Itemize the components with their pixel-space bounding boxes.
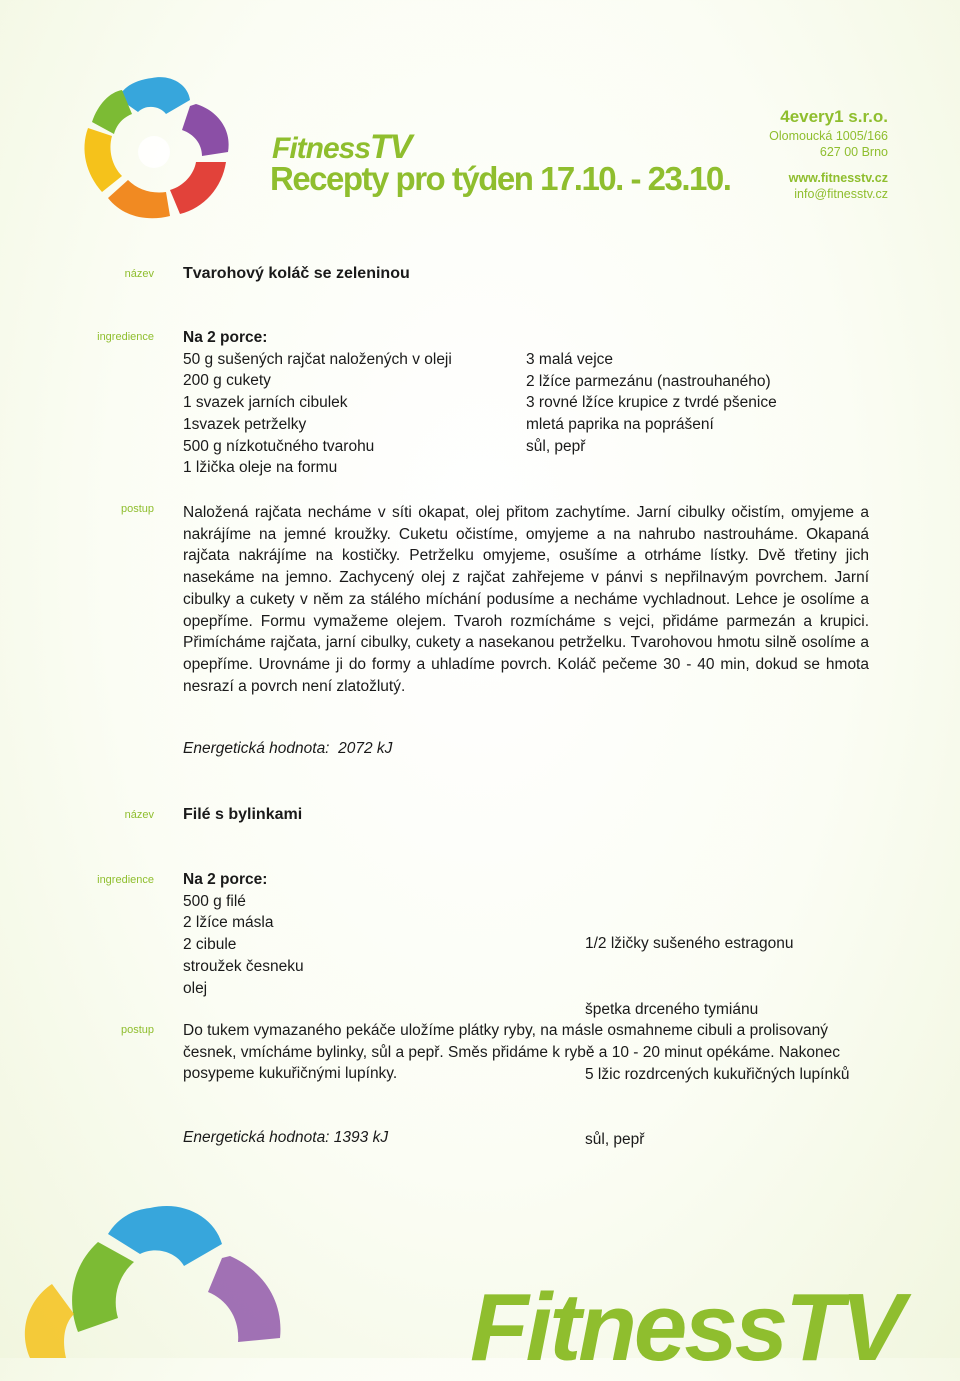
company-address-street: Olomoucká 1005/166: [769, 129, 888, 143]
list-item: 200 g cukety: [183, 372, 271, 390]
recipe-1-ingredients-left: [183, 327, 452, 479]
list-item: 3 malá vejce: [526, 351, 614, 368]
list-item: 2 cibule: [183, 936, 237, 954]
page-headline: Recepty pro týden 17.10. - 23.10.: [270, 160, 731, 197]
list-item: sůl, pepř: [585, 1130, 645, 1148]
company-website-link[interactable]: www.fitnesstv.cz: [788, 171, 888, 185]
list-item: 5 lžic rozdrcených kukuřičných lupínků: [585, 1065, 850, 1083]
recipe-2-portions: Na 2 porce:: [183, 871, 268, 888]
recipe-2-ingredients-left: [183, 869, 304, 999]
list-item: 1 svazek jarních cibulek: [183, 394, 348, 412]
fitnesstv-logo-icon: [66, 70, 238, 222]
label-method-2: postup: [120, 1024, 154, 1036]
footer-brand-wordmark: FitnessTV: [470, 1274, 902, 1381]
list-item: 3 rovné lžíce krupice z tvrdé pšenice: [526, 394, 777, 412]
list-item: 500 g filé: [183, 892, 246, 910]
recipe-2-title: Filé s bylinkami: [183, 806, 303, 823]
recipe-2-method: Do tukem vymazaného pekáče uložíme plátky ryby, na másle osmahneme cibuli a prolisovaný česnek, vmícháme bylinky, sůl a pepř. Směs přidáme k rybě a 10 - 20 minut opékáme. Nakonec posypeme kukuřičnými lupínky.: [183, 1022, 841, 1083]
recipe-1-ingredients-right: [526, 349, 777, 458]
list-item: 1 lžička oleje na formu: [183, 459, 338, 477]
company-name: 4every1 s.r.o.: [780, 107, 888, 126]
list-item: 2 lžíce másla: [183, 914, 274, 932]
list-item: 1/2 lžičky sušeného estragonu: [585, 935, 794, 953]
recipe-1-title: Tvarohový koláč se zeleninou: [183, 265, 410, 282]
list-item: 500 g nízkotučného tvarohu: [183, 437, 375, 455]
company-block: [769, 106, 888, 202]
recipe-1-portions: Na 2 porce:: [183, 329, 268, 346]
list-item: 1svazek petrželky: [183, 415, 307, 433]
list-item: mletá paprika na poprášení: [526, 416, 714, 434]
label-ingredients-1: ingredience: [97, 331, 154, 343]
recipe-1-energy: Energetická hodnota: 2072 kJ: [183, 740, 393, 757]
list-item: 2 lžíce parmezánu (nastrouhaného): [526, 372, 771, 390]
label-ingredients-2: ingredience: [97, 874, 154, 886]
company-address-city: 627 00 Brno: [819, 145, 888, 159]
company-email-link[interactable]: info@fitnesstv.cz: [794, 187, 888, 201]
label-name-2: název: [124, 809, 154, 821]
brand-wordmark: FitnessTV: [272, 128, 412, 166]
label-method-1: postup: [120, 503, 154, 515]
list-item: olej: [183, 979, 208, 997]
label-name-1: název: [124, 268, 154, 280]
recipe-1-method: Naložená rajčata necháme v síti okapat, olej přitom zachytíme. Jarní cibulky očistím, omyjeme a nakrájíme na jemné kroužky. Cuketu očistíme, omyjeme a na nahrubo nastrouháme. Okapaná rajčata nakrájíme na kostičky. Petrželku omyjeme, osušíme a otrháme lístky. Dvě třetiny jich nasekáme na jemno. Zachycený olej z rajčat zahřejeme v pánvi s nepřilnavým povrchem. Jarní cibulky a cukety v něm za stálého míchání podusíme a necháme vychladnout. Lehce je osolíme a opepříme. Formu vymažeme olejem. Tvaroh rozmícháme s vejci, přidáme parmezán a krupici. Přimícháme rajčata, jarní cibulky, cukety a nasekanou petrželku. Tvarohovou hmotu silně osolíme a opepříme. Urovnáme ji do formy a uhladíme povrch. Koláč pečeme 30 - 40 min, dokud se hmota nesrazí a povrch není zlatožlutý.: [183, 504, 869, 695]
recipe-2-energy: Energetická hodnota: 1393 kJ: [183, 1129, 389, 1146]
list-item: sůl, pepř: [526, 437, 586, 455]
list-item: špetka drceného tymiánu: [585, 1000, 759, 1018]
footer-logo-icon: [0, 1200, 300, 1358]
list-item: stroužek česneku: [183, 957, 304, 975]
list-item: 50 g sušených rajčat naložených v oleji: [183, 350, 452, 368]
